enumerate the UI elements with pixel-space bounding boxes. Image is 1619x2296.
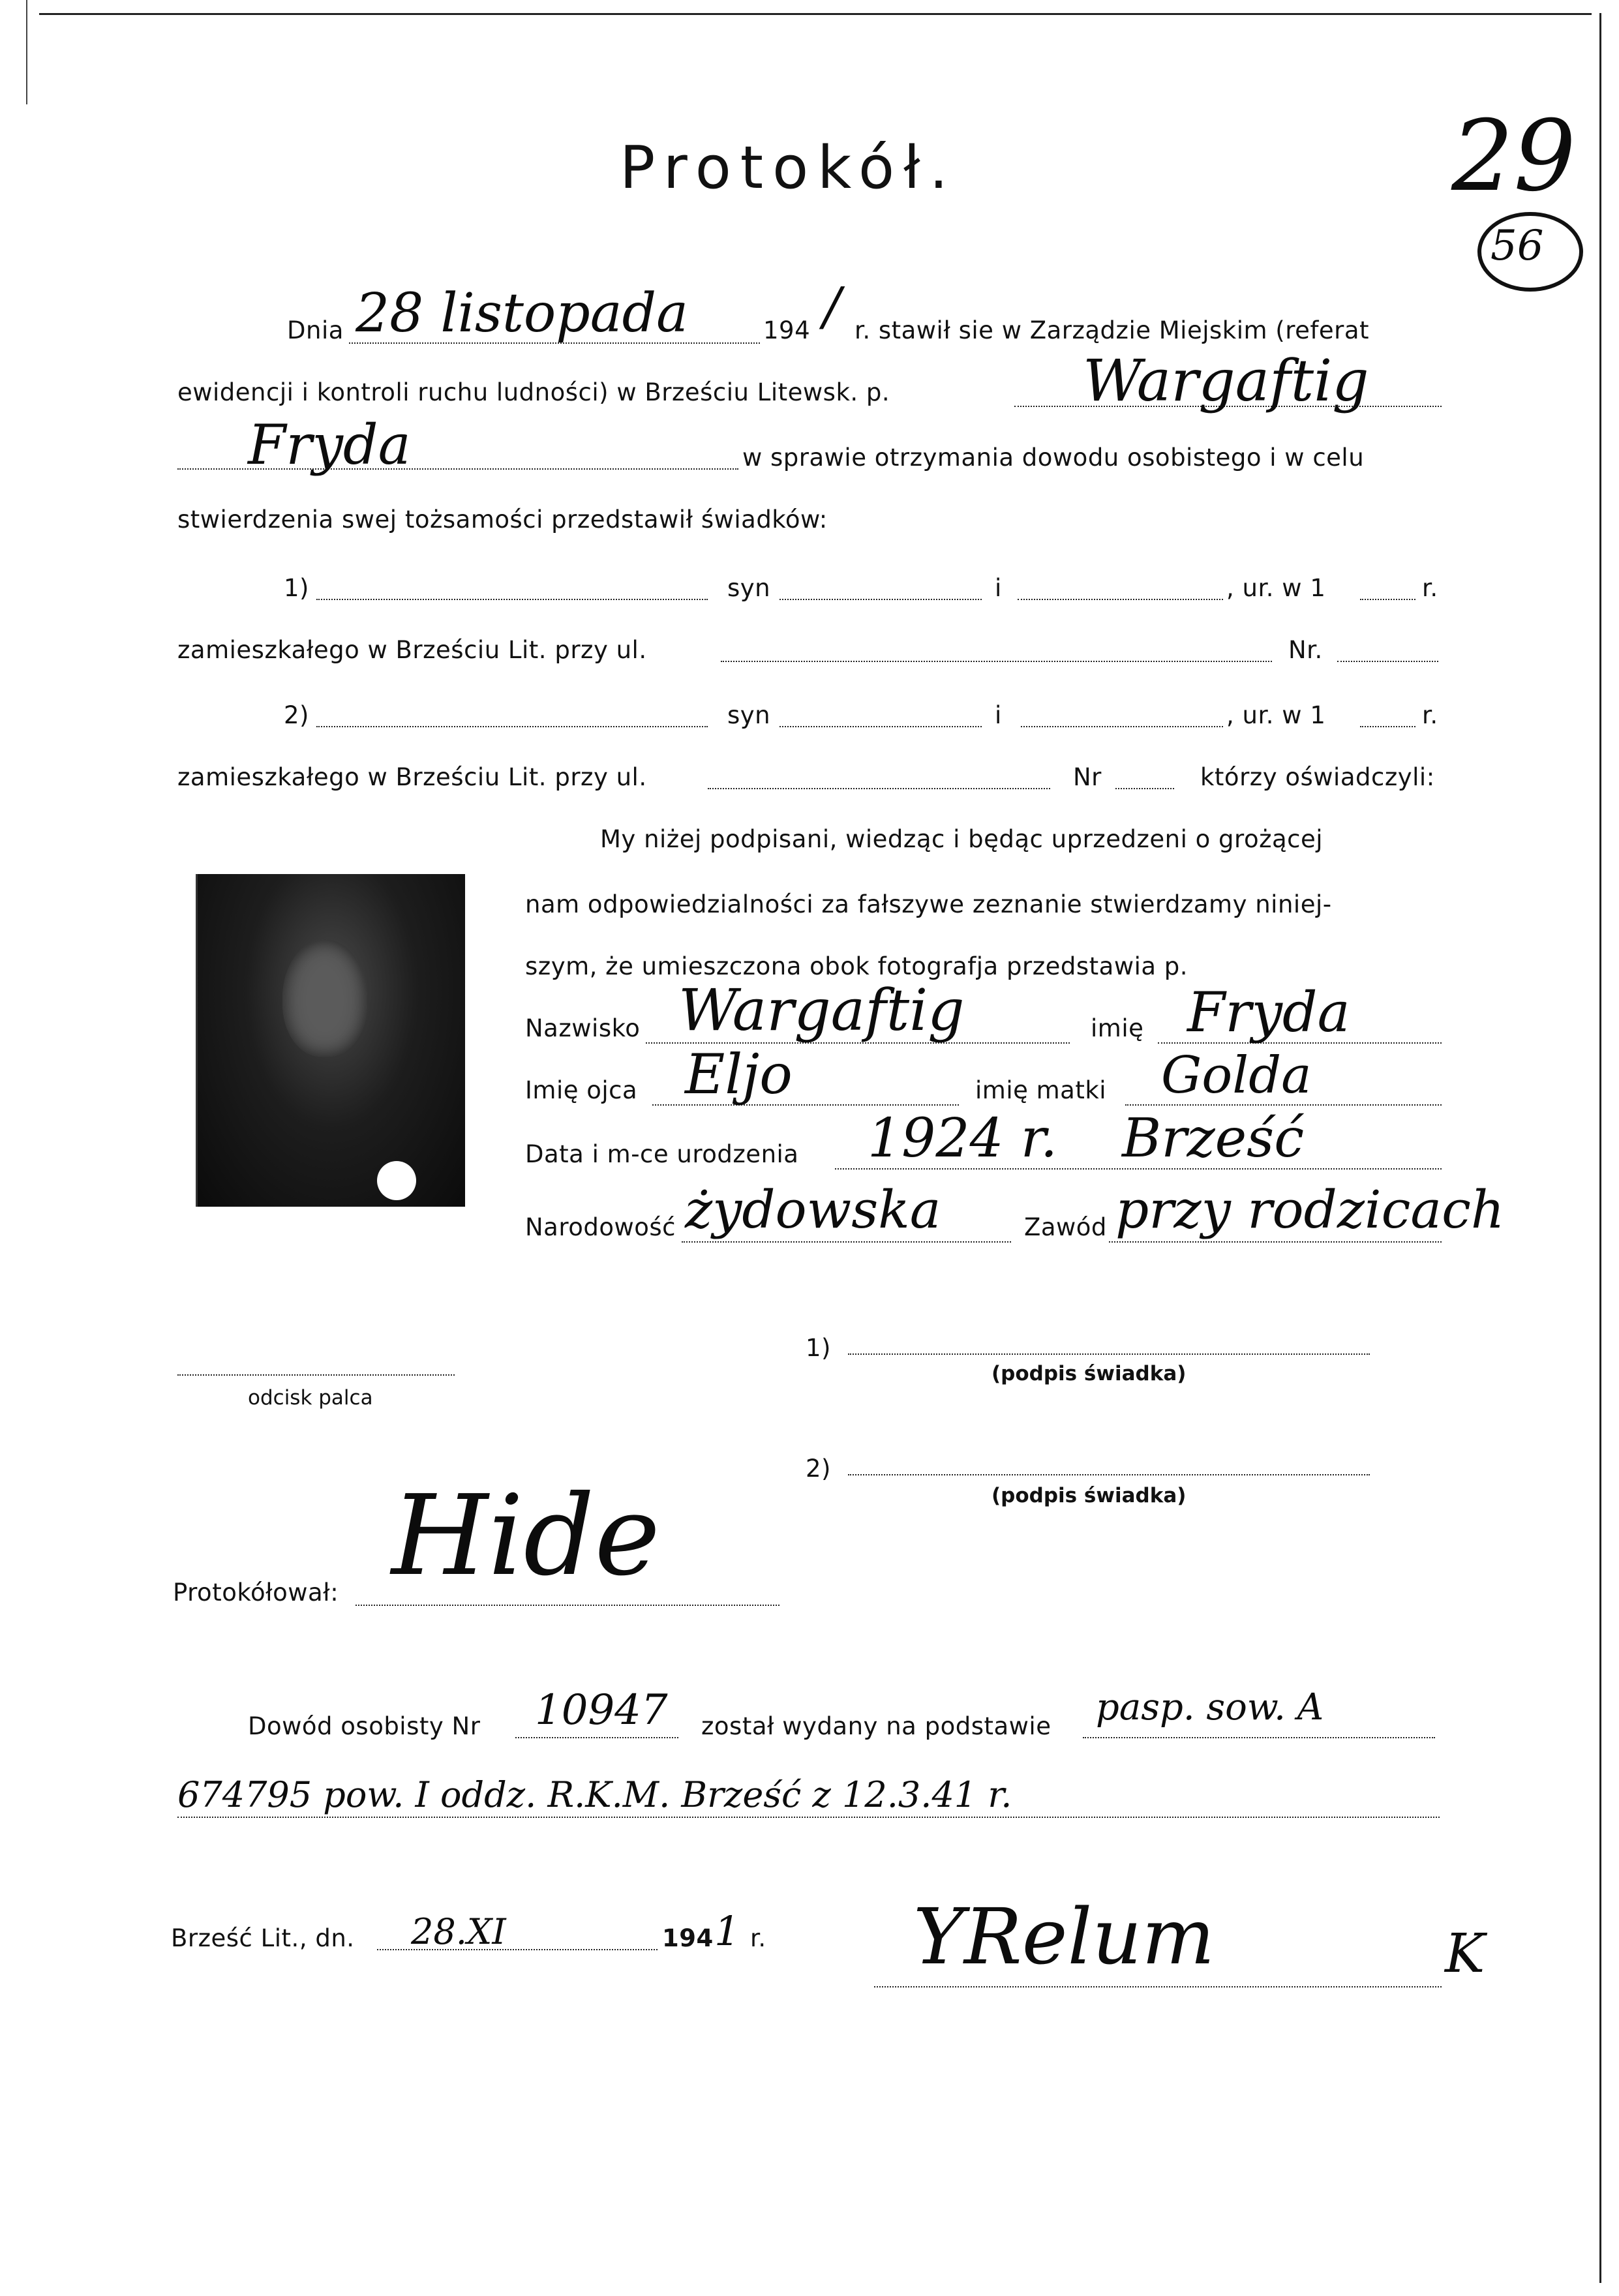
witness-signature-2-number: 2) [806,1455,831,1483]
witness-2-name-line [316,726,708,727]
official-signature: YRelum [913,1892,1215,1982]
witness-1-nr-label: Nr. [1288,636,1323,664]
intro-text-3: w sprawie otrzymania dowodu osobistego i w celu [742,444,1365,472]
zawod-value: przy rodzicach [1115,1179,1505,1240]
closing-date-value: 28.XI [411,1911,506,1952]
intro-text-4: stwierdzenia swej tożsamości przedstawił świadków: [177,506,828,534]
basis-value-1: pasp. sow. A [1096,1686,1324,1729]
dowod-label: Dowód osobisty Nr [248,1712,481,1740]
protokolowal-signature: Hide [391,1472,661,1601]
witness-2-address-label: zamieszkałego w Brześciu Lit. przy ul. [177,763,647,791]
witness-signature-1-line [848,1353,1370,1355]
year-prefix: 194 [763,316,811,344]
page-border-right [1599,13,1601,2283]
portrait-photo [196,874,465,1207]
nazwisko-value: Wargaftig [678,976,965,1044]
official-signature-line [874,1986,1442,1987]
declaration-line-2: nam odpowiedzialności za fałszywe zeznanie stwierdzamy niniej- [525,890,1332,918]
witness-2-i: i [995,701,1002,729]
official-mark: K [1445,1923,1485,1985]
witness-1-i: i [995,574,1002,602]
witness-1-street-line [721,661,1272,662]
intro-text-2: ewidencji i kontroli ruchu ludności) w Brześciu Litewsk. p. [177,378,890,406]
firstname-value: Fryda [248,413,411,477]
witness-1-nr-line [1337,661,1438,662]
zawod-label: Zawód [1024,1213,1107,1241]
witness-2-mother-line [1021,726,1223,727]
witness-2-r: r. [1422,701,1438,729]
witness-signature-1-number: 1) [806,1334,831,1362]
imie-label: imię [1091,1014,1144,1042]
imie-value: Fryda [1187,980,1350,1044]
data-urodzenia-label: Data i m-ce urodzenia [525,1140,799,1168]
closing-year-prefix: 194 [662,1924,714,1952]
witness-signature-2-line [848,1474,1370,1475]
closing-r: r. [750,1924,766,1952]
witness-2-year-line [1360,726,1415,727]
page-number-circled: 56 [1490,222,1544,270]
narodowosc-value: żydowska [685,1179,941,1240]
witness-1-mother-line [1018,599,1223,600]
closing-year-digit: 1 [714,1907,740,1955]
witness-signature-2-caption: (podpis świadka) [991,1484,1187,1507]
dowod-nr-line [515,1737,678,1738]
intro-text-1: r. stawił sie w Zarządzie Miejskim (referat [855,316,1370,344]
imie-matki-label: imię matki [975,1076,1107,1104]
zawod-line [1109,1241,1442,1243]
page-title: Protokół. [620,134,958,202]
witness-2-number: 2) [284,701,309,729]
witness-2-father-line [779,726,982,727]
imie-matki-value: Golda [1161,1046,1312,1105]
dnia-label: Dnia [287,316,344,344]
witness-1-r: r. [1422,574,1438,602]
imie-ojca-label: Imię ojca [525,1076,638,1104]
surname-value: Wargaftig [1083,347,1369,414]
page-number: 29 [1451,100,1576,213]
witness-1-address-label: zamieszkałego w Brześciu Lit. przy ul. [177,636,647,664]
data-urodzenia-value: 1924 r. [868,1108,1058,1170]
witness-1-number: 1) [284,574,309,602]
witness-2-street-line [708,788,1050,789]
basis-line-2 [177,1817,1440,1818]
basis-line-1 [1083,1737,1435,1738]
declaration-line-1: My niżej podpisani, wiedząc i będąc uprzedzeni o grożącej [600,825,1324,853]
witness-signature-1-caption: (podpis świadka) [991,1362,1187,1385]
witness-1-ur: , ur. w 1 [1226,574,1326,602]
place-date-label: Brześć Lit., dn. [171,1924,355,1952]
witness-2-syn: syn [727,701,771,729]
photo-stamp-hole [377,1161,416,1200]
fingerprint-label: odcisk palca [248,1386,373,1410]
witnesses-declared-label: którzy oświadczyli: [1200,763,1435,791]
date-value: 28 listopada [356,282,689,344]
issued-text: został wydany na podstawie [701,1712,1052,1740]
witness-2-nr-line [1115,788,1174,789]
witness-1-syn: syn [727,574,771,602]
photo-face [282,939,367,1057]
page-border-top [39,13,1592,15]
witness-2-nr-label: Nr [1073,763,1102,791]
dowod-nr-value: 10947 [535,1686,668,1734]
witness-1-name-line [316,599,708,600]
miejsce-urodzenia-value: Brześć [1122,1108,1305,1170]
nazwisko-label: Nazwisko [525,1014,641,1042]
imie-ojca-value: Eljo [685,1042,793,1106]
witness-2-ur: , ur. w 1 [1226,701,1326,729]
page-border-left [26,0,27,104]
declaration-line-3: szym, że umieszczona obok fotografja przedstawia p. [525,952,1188,980]
fingerprint-line [177,1374,455,1376]
protokolowal-label: Protokółował: [173,1578,339,1607]
year-suffix: / [823,276,841,337]
basis-value-2: 674795 pow. I oddz. R.K.M. Brześć z 12.3.41 r. [177,1774,1012,1815]
witness-1-father-line [779,599,982,600]
narodowosc-label: Narodowość [525,1213,676,1241]
narodowosc-line [682,1241,1011,1243]
witness-1-year-line [1360,599,1415,600]
protokolowal-line [356,1605,779,1606]
